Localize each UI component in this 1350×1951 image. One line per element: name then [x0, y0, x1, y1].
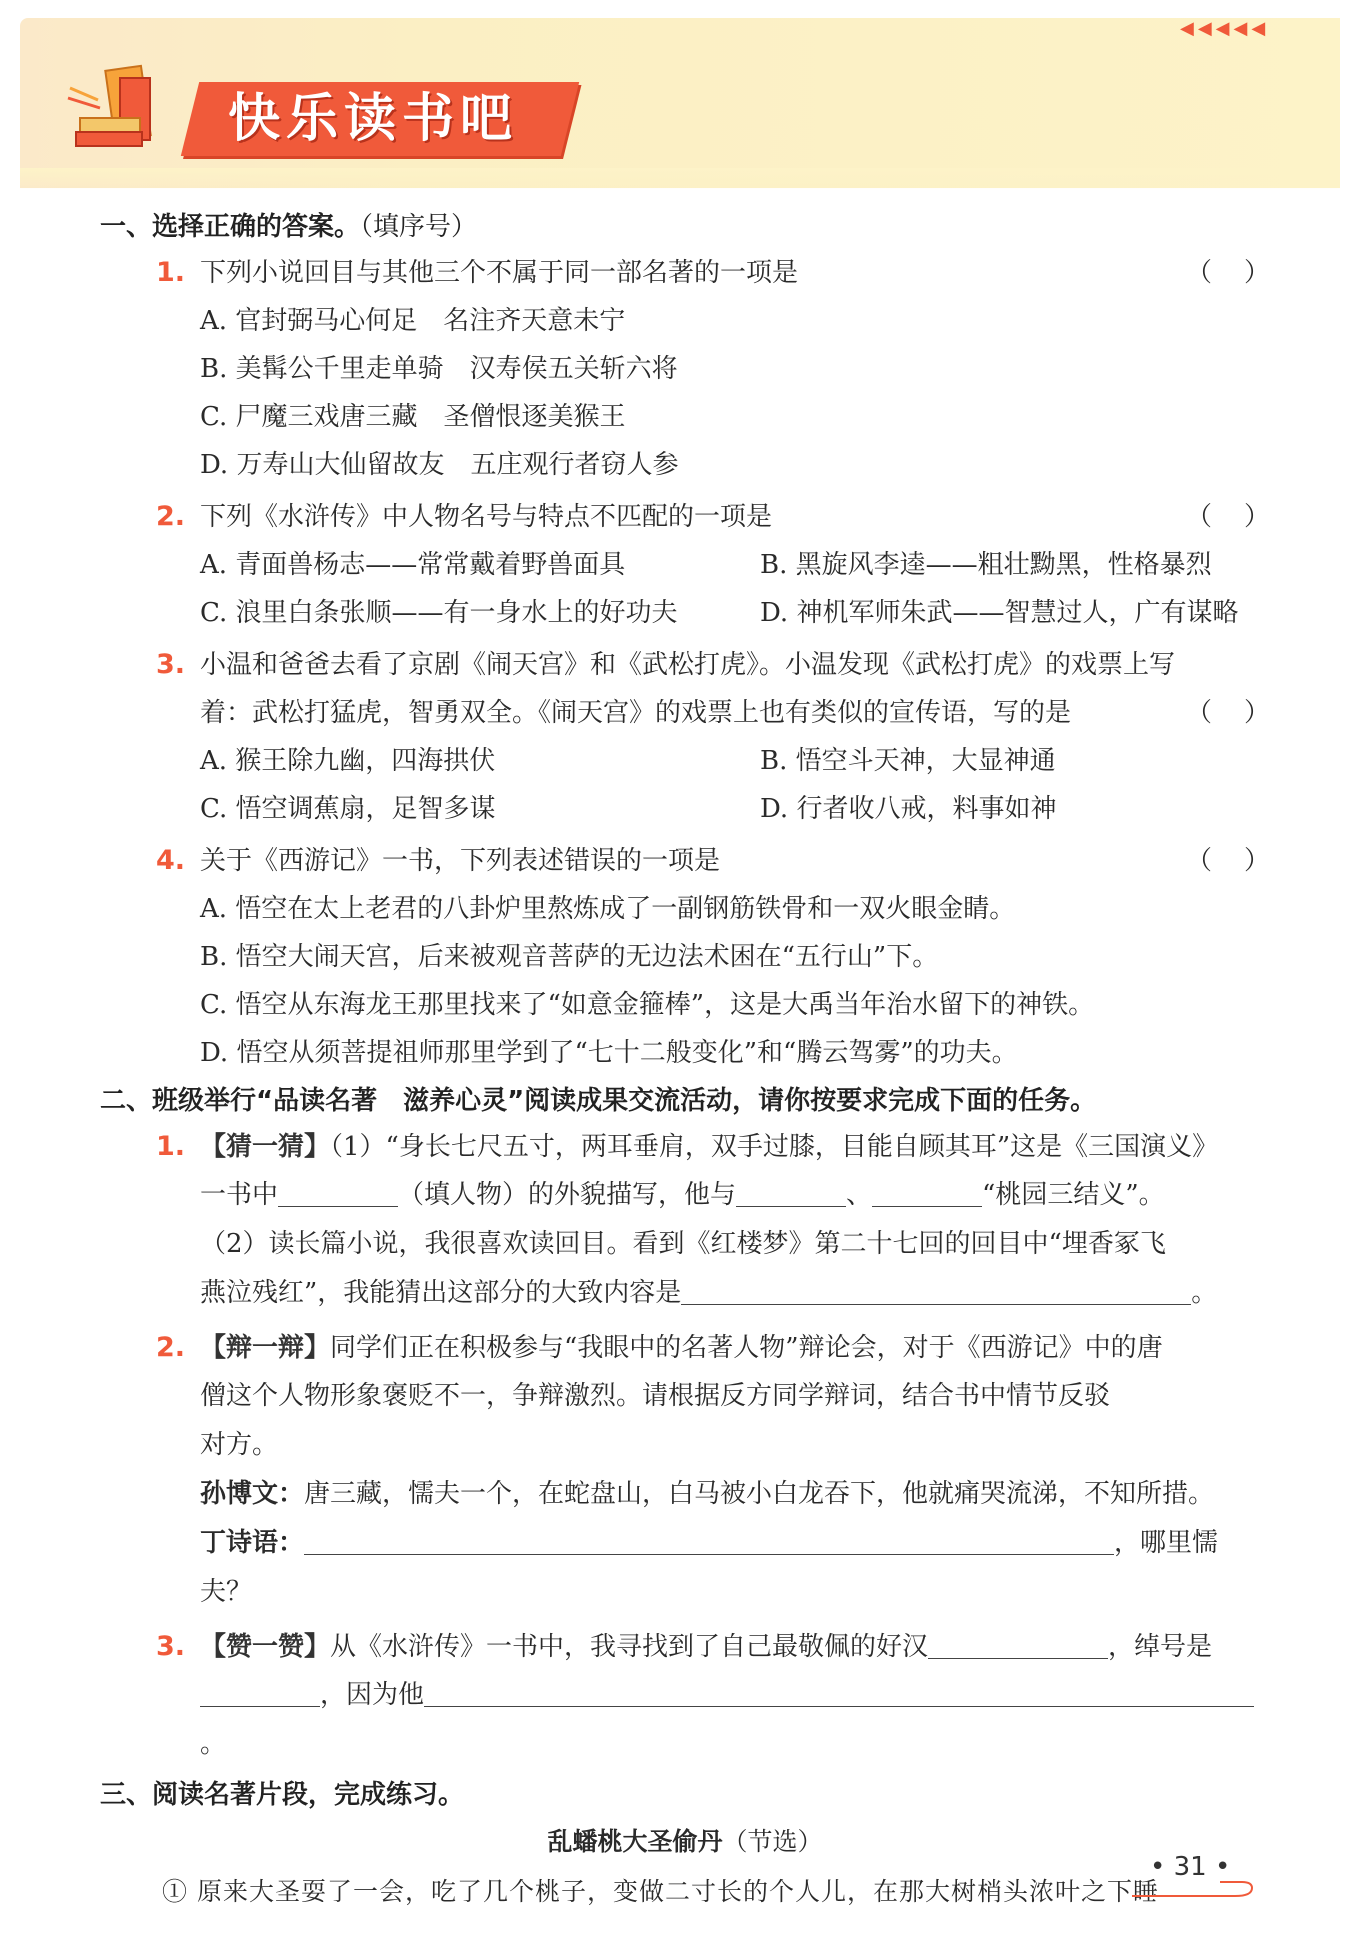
task-tag: 【猜一猜】 — [200, 1132, 331, 1162]
question-4 — [100, 837, 1270, 885]
option-b: B. 黑旋风李逵——粗壮黝黑，性格暴烈 — [760, 550, 1212, 580]
section-2-heading: 二、班级举行“品读名著 滋养心灵”阅读成果交流活动，请你按要求完成下面的任务。 — [100, 1086, 1097, 1116]
task-2-line-3: 对方。 — [200, 1430, 279, 1460]
fill-blank-character[interactable] — [278, 1172, 398, 1207]
task-1: 1. 【猜一猜】（1）“身长七尺五寸，两耳垂肩，双手过膝，目能自顾其耳”这是《三国演义》 — [100, 1123, 1270, 1171]
task-number: 2. — [156, 1332, 186, 1363]
option-d: D. 万寿山大仙留故友 五庄观行者窃人参 — [200, 450, 679, 480]
option-a: A. 青面兽杨志——常常戴着野兽面具 — [200, 550, 626, 580]
question-text: 下列小说回目与其他三个不属于同一部名著的一项是 — [200, 258, 799, 288]
options-row — [100, 785, 1270, 833]
section-3-heading: 三、阅读名著片段，完成练习。 — [100, 1780, 465, 1810]
question-text: 下列《水浒传》中人物名号与特点不匹配的一项是 — [200, 502, 773, 532]
fill-blank-partner-2[interactable] — [872, 1172, 982, 1207]
question-text-line-1: 小温和爸爸去看了京剧《闹天宫》和《武松打虎》。小温发现《武松打虎》的戏票上写 — [200, 650, 1176, 680]
question-3-continued — [100, 689, 1270, 737]
arrow-decoration-icon: ◀◀◀◀◀ — [1180, 18, 1270, 39]
option-d: D. 神机军师朱武——智慧过人，广有谋略 — [760, 598, 1239, 628]
task-1-line-4: 燕泣残红”，我能猜出这部分的大致内容是 。 — [100, 1269, 1270, 1318]
fill-blank-content[interactable] — [681, 1270, 1191, 1305]
question-number: 4. — [156, 845, 186, 876]
option-d: D. 悟空从须菩提祖师那里学到了“七十二般变化”和“腾云驾雾”的功夫。 — [200, 1038, 1018, 1068]
answer-paren[interactable]: （ ） — [1186, 258, 1270, 288]
worksheet-content — [100, 205, 1270, 1917]
task-number: 3. — [156, 1631, 186, 1662]
option-d: D. 行者收八戒，料事如神 — [760, 794, 1057, 824]
question-1 — [100, 249, 1270, 297]
answer-paren[interactable]: （ ） — [1186, 698, 1270, 728]
books-icon — [60, 48, 170, 158]
question-2 — [100, 493, 1270, 541]
header-banner-fade — [20, 168, 1340, 190]
answer-paren[interactable]: （ ） — [1186, 846, 1270, 876]
option-c: C. 悟空调蕉扇，足智多谋 — [200, 794, 496, 824]
passage-title: 乱蟠桃大圣偷丹（节选） — [547, 1827, 823, 1856]
option-c: C. 浪里白条张顺——有一身水上的好功夫 — [200, 598, 678, 628]
task-tag: 【辩一辩】 — [200, 1333, 331, 1363]
option-b: B. 悟空大闹天宫，后来被观音菩萨的无边法术困在“五行山”下。 — [200, 942, 939, 972]
fill-blank-hero[interactable] — [928, 1624, 1108, 1659]
options-row — [100, 589, 1270, 637]
task-tag: 【赞一赞】 — [200, 1632, 331, 1662]
page-number: • 31 • — [1150, 1852, 1231, 1882]
task-3-line-2: ，因为他。 — [100, 1671, 1270, 1769]
option-b: B. 悟空斗天神，大显神通 — [760, 746, 1056, 776]
options-row — [100, 737, 1270, 785]
task-2-line-2: 僧这个人物形象褒贬不一，争辩激烈。请根据反方同学辩词，结合书中情节反驳 — [200, 1381, 1111, 1411]
question-number: 2. — [156, 501, 186, 532]
page-title: 快乐读书吧 — [228, 89, 519, 149]
fill-blank-rebuttal[interactable] — [304, 1520, 1114, 1555]
question-3 — [100, 641, 1270, 689]
task-number: 1. — [156, 1131, 186, 1162]
task-1-line-3: （2）读长篇小说，我很喜欢读回目。看到《红楼梦》第二十七回的回目中“埋香冢飞 — [200, 1229, 1166, 1259]
answer-paren[interactable]: （ ） — [1186, 502, 1270, 532]
debate-speaker-2: 丁诗语： ，哪里懦夫？ — [100, 1519, 1270, 1617]
option-a: A. 猴王除九幽，四海拱伏 — [200, 746, 496, 776]
task-3: 3. 【赞一赞】从《水浒传》一书中，我寻找到了自己最敬佩的好汉 ，绰号是 — [100, 1623, 1270, 1671]
option-a: A. 悟空在太上老君的八卦炉里熬炼成了一副钢筋铁骨和一双火眼金睛。 — [200, 894, 1016, 924]
question-text: 关于《西游记》一书，下列表述错误的一项是 — [200, 846, 721, 876]
task-1-line-2: 一书中 （填人物）的外貌描写，他与 、 “桃园三结义”。 — [100, 1171, 1270, 1220]
option-c: C. 尸魔三戏唐三藏 圣僧恨逐美猴王 — [200, 402, 626, 432]
options-row — [100, 541, 1270, 589]
option-a: A. 官封弼马心何足 名注齐天意未宁 — [200, 306, 626, 336]
page-curl-icon — [1130, 1880, 1260, 1900]
fill-blank-nickname[interactable] — [200, 1672, 320, 1707]
fill-blank-partner-1[interactable] — [736, 1172, 846, 1207]
section-1-heading: 一、选择正确的答案。（填序号） — [100, 212, 478, 242]
fill-blank-reason[interactable] — [424, 1672, 1254, 1707]
question-text-line-2: 着：武松打猛虎，智勇双全。《闹天宫》的戏票上也有类似的宣传语，写的是 — [200, 698, 1072, 728]
passage-paragraph-1: ① 原来大圣耍了一会，吃了几个桃子，变做二寸长的个人儿，在那大树梢头浓叶之下睡 — [162, 1877, 1159, 1906]
option-b: B. 美髯公千里走单骑 汉寿侯五关斩六将 — [200, 354, 678, 384]
debate-speaker-1: 孙博文：唐三藏，懦夫一个，在蛇盘山，白马被小白龙吞下，他就痛哭流涕，不知所措。 — [200, 1479, 1215, 1509]
question-number: 1. — [156, 257, 186, 288]
question-number: 3. — [156, 649, 186, 680]
task-2: 2. 【辩一辩】同学们正在积极参与“我眼中的名著人物”辩论会，对于《西游记》中的唐 — [100, 1324, 1270, 1372]
option-c: C. 悟空从东海龙王那里找来了“如意金箍棒”，这是大禹当年治水留下的神铁。 — [200, 990, 1095, 1020]
